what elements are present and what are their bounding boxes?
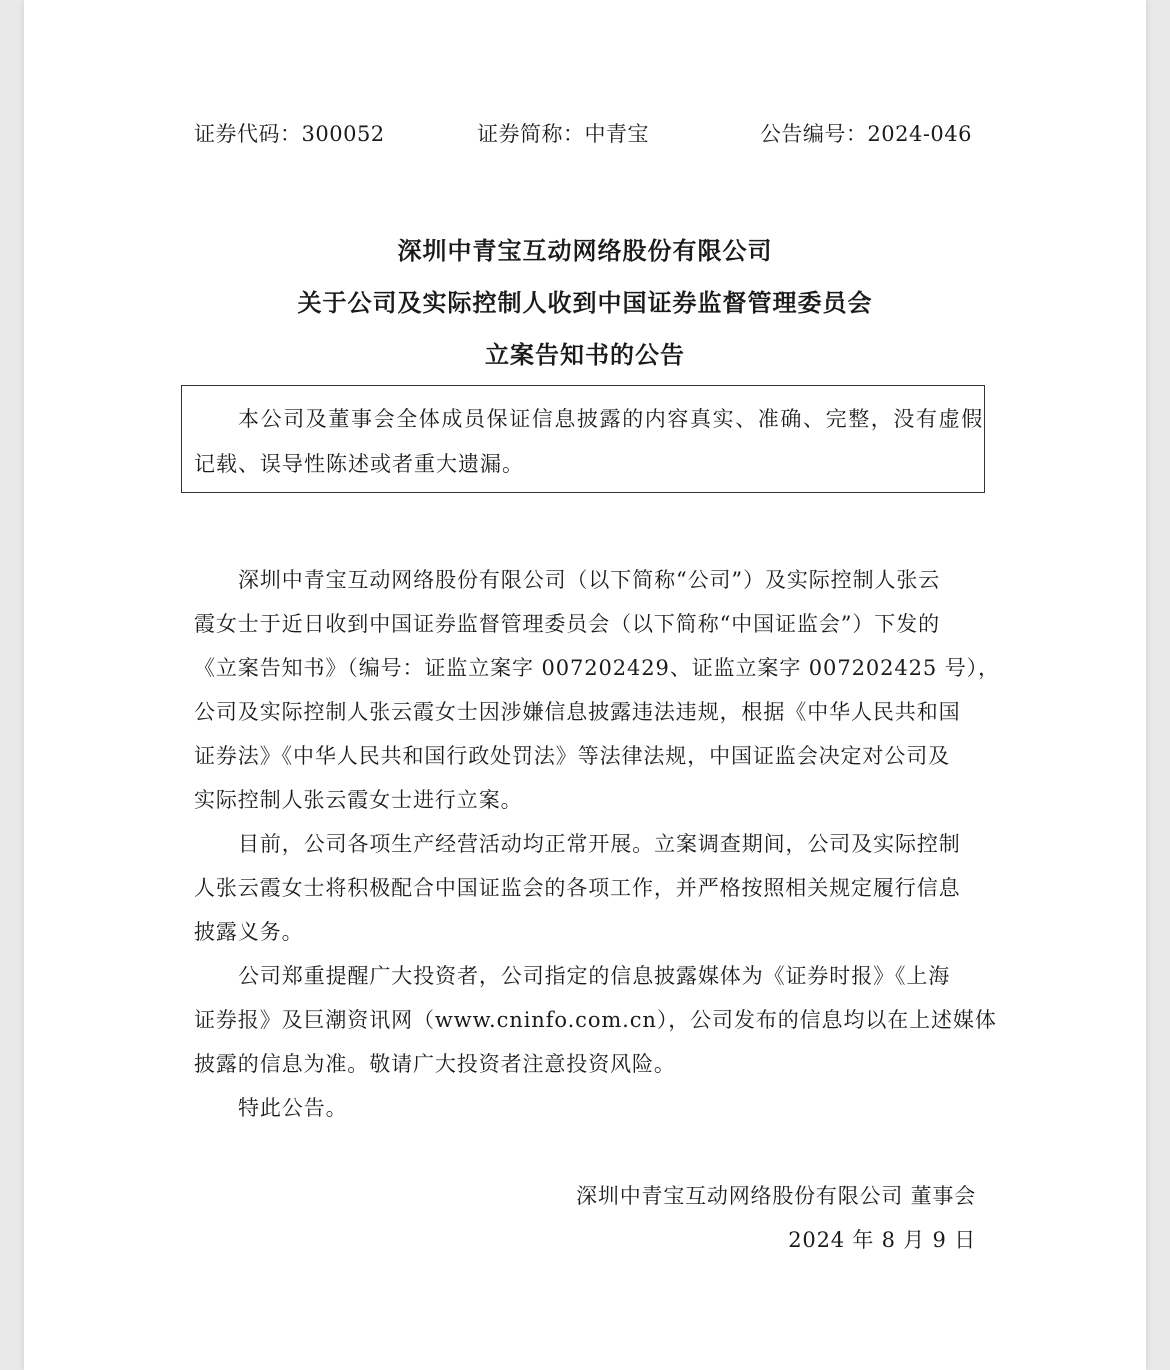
paragraph-line: 证券法》《中华人民共和国行政处罚法》等法律法规，中国证监会决定对公司及: [194, 744, 950, 768]
paragraph-line: 披露的信息为准。敬请广大投资者注意投资风险。: [194, 1052, 676, 1076]
stock-code: 证券代码：300052: [194, 122, 385, 146]
title-company: 深圳中青宝互动网络股份有限公司: [397, 236, 773, 265]
notice-number: 公告编号：2024-046: [759, 122, 972, 146]
stock-abbreviation: 证券简称：中青宝: [477, 122, 649, 146]
paragraph-line: 特此公告。: [238, 1096, 348, 1120]
paragraph-line: 目前，公司各项生产经营活动均正常开展。立案调查期间，公司及实际控制: [238, 832, 961, 856]
paragraph-line: 公司及实际控制人张云霞女士因涉嫌信息披露违法违规，根据《中华人民共和国: [194, 700, 961, 724]
title-notice: 立案告知书的公告: [485, 340, 685, 369]
signature-date: 2024 年 8 月 9 日: [788, 1228, 976, 1252]
paragraph-line: 证券报》及巨潮资讯网（www.cninfo.com.cn），公司发布的信息均以在上述媒体: [194, 1008, 997, 1032]
paragraph-line: 《立案告知书》（编号：证监立案字 007202429、证监立案字 007202425 号），: [194, 656, 1000, 680]
document-header: [194, 118, 972, 158]
paragraph-line: 人张云霞女士将积极配合中国证监会的各项工作，并严格按照相关规定履行信息: [194, 876, 961, 900]
disclosure-statement-line: 本公司及董事会全体成员保证信息披露的内容真实、准确、完整，没有虚假: [238, 407, 984, 431]
disclosure-statement-line: 记载、误导性陈述或者重大遗漏。: [194, 452, 524, 476]
paragraph-line: 深圳中青宝互动网络股份有限公司（以下简称“公司”）及实际控制人张云: [238, 568, 941, 592]
signature-company: 深圳中青宝互动网络股份有限公司 董事会: [576, 1184, 976, 1208]
document-page: [24, 0, 1146, 1370]
paragraph-line: 公司郑重提醒广大投资者，公司指定的信息披露媒体为《证券时报》《上海: [238, 964, 951, 988]
paragraph-line: 实际控制人张云霞女士进行立案。: [194, 788, 523, 812]
paragraph-line: 披露义务。: [194, 920, 304, 944]
title-subject: 关于公司及实际控制人收到中国证券监督管理委员会: [297, 288, 873, 317]
disclosure-statement-box: [181, 385, 985, 493]
paragraph-line: 霞女士于近日收到中国证券监督管理委员会（以下简称“中国证监会”）下发的: [194, 612, 940, 636]
